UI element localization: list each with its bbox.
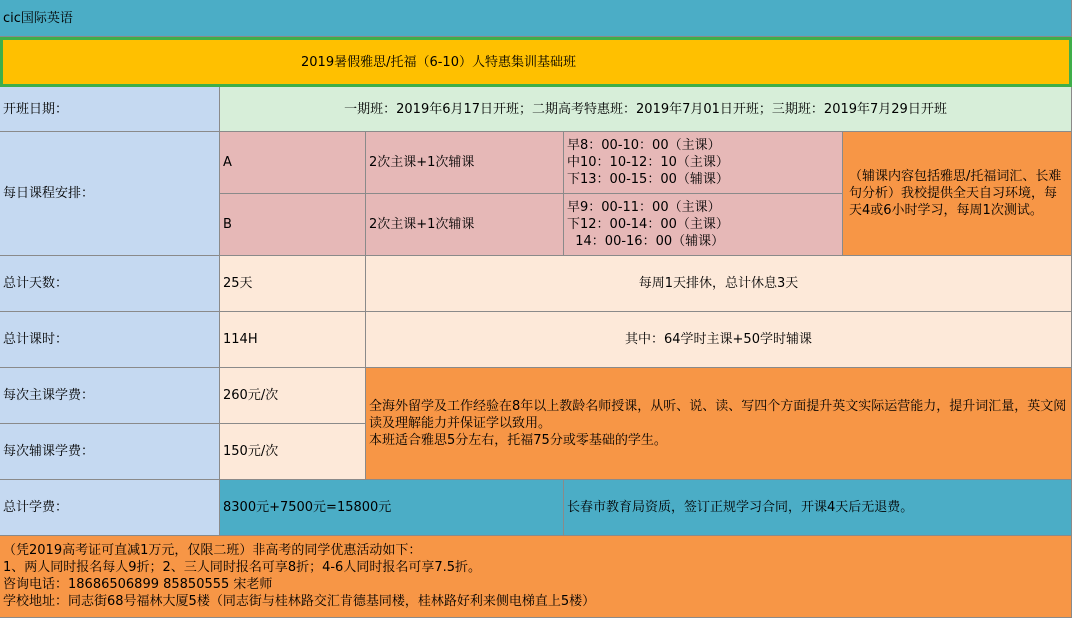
- start-date-value: 一期班：2019年6月17日开班；二期高考特惠班：2019年7月01日开班；三期班：2019年7月29日开班: [220, 87, 1072, 132]
- class-b-time-3: 14：00-16：00（辅课）: [567, 234, 725, 249]
- class-a-plan: 2次主课+1次辅课: [366, 132, 564, 194]
- course-banner: [0, 37, 1072, 87]
- class-b-name: B: [220, 194, 366, 256]
- aux-fee-label: 每次辅课学费：: [0, 424, 220, 480]
- main-fee-label: 每次主课学费：: [0, 368, 220, 424]
- course-title: 2019暑假雅思/托福（6-10）人特惠集训基础班: [301, 54, 576, 70]
- schedule-label: 每日课程安排：: [0, 132, 220, 256]
- class-a-time-2: 中10：10-12：10（主课）: [567, 155, 729, 170]
- teacher-note: [366, 368, 1072, 480]
- main-fee-value: 260元/次: [220, 368, 366, 424]
- class-a-time-3: 下13：00-15：00（辅课）: [567, 172, 729, 187]
- aux-fee-value: 150元/次: [220, 424, 366, 480]
- contract-note: 长春市教育局资质，签订正规学习合同，开课4天后无退费。: [564, 480, 1072, 536]
- class-b-times: [564, 194, 843, 256]
- class-b-time-1: 早9：00-11：00（主课）: [567, 200, 721, 215]
- class-a-time-1: 早8：00-10：00（主课）: [567, 138, 721, 153]
- class-a-times: [564, 132, 843, 194]
- total-hours-value: 114H: [220, 312, 366, 368]
- total-days-value: 25天: [220, 256, 366, 312]
- total-hours-note: 其中：64学时主课+50学时辅课: [366, 312, 1072, 368]
- class-b-plan: 2次主课+1次辅课: [366, 194, 564, 256]
- teacher-note-line-1: 全海外留学及工作经验在8年以上教龄名师授课，从听、说、读、写四个方面提升英文实际运营能力，提升词汇量，英文阅读及理解能力并保证学以致用。: [369, 399, 1067, 431]
- promo-line-2: 1、两人同时报名每人9折；2、三人同时报名可享8折；4-6人同时报名可享7.5折。: [3, 560, 481, 575]
- total-fee-value: 8300元+7500元=15800元: [220, 480, 564, 536]
- school-address: 学校地址：同志街68号福林大厦5楼（同志街与桂林路交汇肯德基同楼，桂林路好利来侧电梯直上5楼）: [3, 594, 596, 609]
- total-hours-label: 总计课时：: [0, 312, 220, 368]
- school-name: cic国际英语: [3, 10, 73, 26]
- class-b-time-2: 下12：00-14：00（主课）: [567, 217, 729, 232]
- promo-footer: [0, 536, 1072, 618]
- start-date-label: 开班日期：: [0, 87, 220, 132]
- promo-line-1: （凭2019高考证可直减1万元，仅限二班）非高考的同学优惠活动如下：: [3, 543, 422, 558]
- school-header: [0, 0, 1072, 37]
- teacher-note-line-2: 本班适合雅思5分左右，托福75分或零基础的学生。: [369, 433, 667, 448]
- contact-phone: 咨询电话：18686506899 85850555 宋老师: [3, 577, 273, 592]
- total-days-note: 每周1天排休，总计休息3天: [366, 256, 1072, 312]
- schedule-note: （辅课内容包括雅思/托福词汇、长难句分析）我校提供全天自习环境，每天4或6小时学习，每周1次测试。: [843, 132, 1072, 256]
- total-days-label: 总计天数：: [0, 256, 220, 312]
- total-fee-label: 总计学费：: [0, 480, 220, 536]
- class-a-name: A: [220, 132, 366, 194]
